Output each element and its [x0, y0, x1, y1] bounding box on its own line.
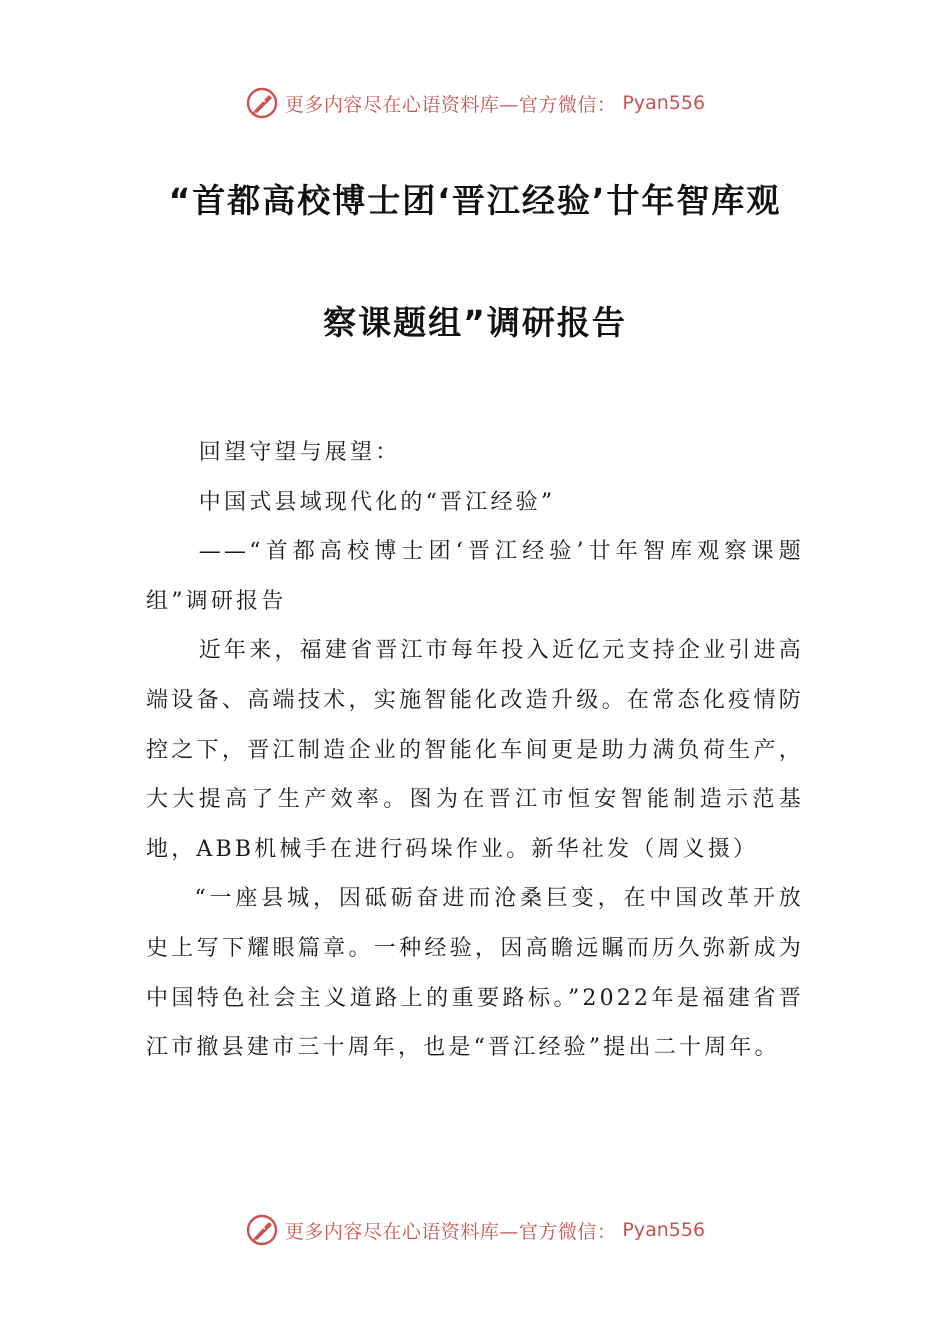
- document-title-line-2: 察课题组”调研报告: [323, 303, 627, 342]
- pen-logo-icon: [245, 1213, 279, 1247]
- document-body: [146, 428, 804, 1073]
- wechat-id: Pyan556: [622, 1219, 706, 1241]
- paragraph-subtitle-2: 中国式县域现代化的“晋江经验”: [198, 489, 556, 515]
- watermark-text: 更多内容尽在心语资料库—官方微信：: [284, 93, 617, 116]
- watermark-text: 更多内容尽在心语资料库—官方微信：: [284, 1220, 617, 1243]
- paragraph-subtitle-1: 回望守望与展望：: [198, 440, 401, 465]
- paragraph-subtitle-3: ——“首都高校博士团‘晋江经验’廿年智库观察课题组”调研报告: [146, 539, 804, 614]
- paragraph-quote: “一座县城，因砥砺奋进而沧桑巨变，在中国改革开放史上写下耀眼篇章。一种经验，因高瞻远瞩而历久弥新成为中国特色社会主义道路上的重要路标。”2022年是福建省晋江市撤县建市三十周年，也是“晋江经验”提出二十周年。: [146, 886, 804, 1061]
- pen-logo-icon: [245, 86, 279, 120]
- footer-watermark-banner: [0, 1210, 950, 1250]
- document-title-line-1: “首都高校博士团‘晋江经验’廿年智库观: [168, 181, 782, 220]
- wechat-id: Pyan556: [622, 92, 706, 114]
- paragraph-photo-caption: 近年来，福建省晋江市每年投入近亿元支持企业引进高端设备、高端技术，实施智能化改造升级。在常态化疫情防控之下，晋江制造企业的智能化车间更是助力满负荷生产，大大提高了生产效率。图为在晋江市恒安智能制造示范基地，ABB机械手在进行码垛作业。新华社发（周义摄）: [146, 638, 804, 862]
- header-watermark-banner: [0, 83, 950, 123]
